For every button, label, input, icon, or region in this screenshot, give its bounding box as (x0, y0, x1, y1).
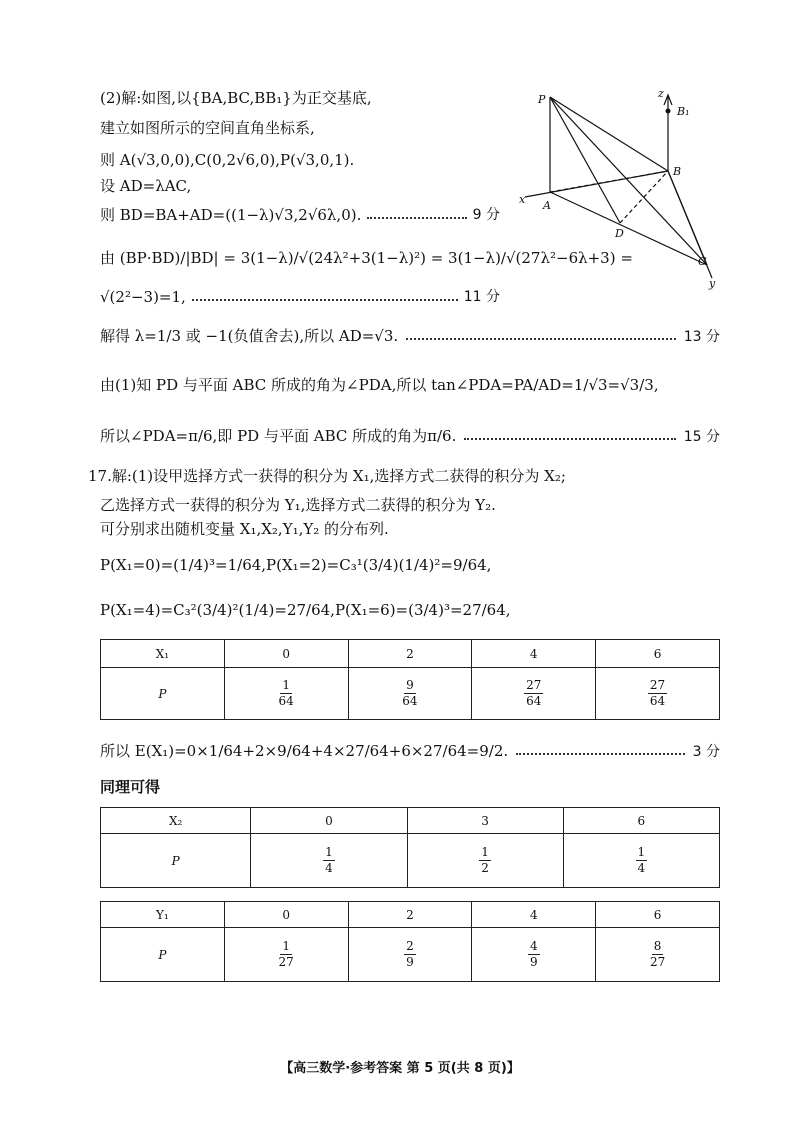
table-x1-prob (596, 668, 720, 720)
table-x1-value: 4 (472, 640, 596, 668)
denominator: 4 (637, 861, 646, 875)
label-z: z (658, 87, 664, 100)
table-x1-var: X₁ (101, 640, 225, 668)
table-x2 (100, 807, 720, 888)
point-B1 (666, 109, 671, 114)
table-y1-var: Y₁ (101, 902, 225, 928)
table-x1-prob (348, 668, 472, 720)
table-y1-value: 6 (596, 902, 720, 928)
q17-expectation (100, 740, 720, 761)
table-y1 (100, 901, 720, 982)
part2-line-7-text: √(2²−3)=1, (100, 288, 186, 306)
numerator: 1 (282, 939, 290, 953)
part2-line-8-text: 解得 λ=1/3 或 −1(负值舍去),所以 AD=√3. (100, 327, 399, 345)
p-label: P (171, 853, 180, 868)
numerator: 27 (526, 678, 542, 692)
label-P: P (538, 93, 546, 106)
table-y1-prob (472, 928, 596, 982)
p-label: P (158, 947, 167, 962)
part2-line-10-text: 所以∠PDA=π/6,即 PD 与平面 ABC 所成的角为π/6. (100, 427, 457, 445)
leader-dots (464, 432, 675, 440)
numerator: 9 (406, 678, 414, 692)
denominator: 64 (278, 694, 294, 708)
part2-line-5 (100, 205, 500, 225)
table-x2-var: X₂ (101, 808, 251, 834)
leader-dots (367, 211, 466, 219)
table-x2-p (101, 834, 251, 888)
expectation-text: 所以 E(X₁)=0×1/64+2×9/64+4×27/64+6×27/64=9/2. (100, 742, 509, 760)
table-x2-prob (407, 834, 563, 888)
part2-line-9: 由(1)知 PD 与平面 ABC 所成的角为∠PDA,所以 tan∠PDA=PA/AD=1/√3=√3/3, (100, 376, 659, 394)
leader-dots (406, 332, 676, 340)
label-y: y (709, 277, 716, 290)
score-11: 11 分 (463, 289, 500, 305)
part2-line-3: 则 A(√3,0,0),C(0,2√6,0),P(√3,0,1). (100, 151, 355, 169)
label-B: B (673, 165, 682, 178)
table-x1-value: 0 (224, 640, 348, 668)
part2-line-5-text: 则 BD=BA+AD=((1−λ)√3,2√6λ,0). (100, 206, 362, 224)
table-x2-prob (563, 834, 719, 888)
table-y1-prob (596, 928, 720, 982)
page-footer: 【高三数学·参考答案 第 5 页(共 8 页)】 (280, 1061, 520, 1076)
edge-BC (668, 171, 707, 265)
q17-line-5: P(X₁=4)=C₃²(3/4)²(1/4)=27/64,P(X₁=6)=(3/4)³=27/64, (100, 601, 511, 619)
table-y1-value: 4 (472, 902, 596, 928)
table-x1-prob (472, 668, 596, 720)
numerator: 1 (325, 845, 333, 859)
table-x2-prob (251, 834, 407, 888)
part2-line-4: 设 AD=λAC, (100, 177, 192, 195)
numerator: 27 (649, 678, 666, 692)
part2-line-7 (100, 287, 500, 307)
coordinate-figure (505, 85, 745, 295)
table-x2-value: 0 (251, 808, 407, 834)
numerator: 1 (637, 845, 646, 859)
numerator: 8 (653, 939, 662, 953)
score-13: 13 分 (683, 328, 720, 345)
label-A: A (543, 199, 551, 212)
table-y1-prob (348, 928, 472, 982)
edge-PC (550, 97, 707, 265)
p-label: P (158, 686, 167, 701)
table-y1-p (101, 928, 225, 982)
label-B1: B₁ (677, 105, 690, 118)
denominator: 64 (526, 694, 542, 708)
q17-line-1: 17.解:(1)设甲选择方式一获得的积分为 X₁,选择方式二获得的积分为 X₂; (88, 467, 566, 485)
part2-line-10 (100, 425, 720, 446)
score-15: 15 分 (683, 428, 720, 445)
part2-line-1: (2)解:如图,以{BA,BC,BB₁}为正交基底, (100, 89, 372, 107)
denominator: 9 (406, 955, 414, 969)
table-x1 (100, 639, 720, 720)
table-y1-value: 0 (224, 902, 348, 928)
part2-line-8 (100, 325, 720, 346)
denominator: 9 (529, 955, 538, 969)
table-x2-value: 3 (407, 808, 563, 834)
denominator: 64 (402, 694, 418, 708)
table-x1-prob (224, 668, 348, 720)
label-C: C (698, 255, 707, 268)
table-x1-value: 2 (348, 640, 472, 668)
edge-AC (550, 192, 707, 265)
numerator: 4 (529, 939, 538, 953)
numerator: 2 (406, 939, 414, 953)
part2-line-6: 由 (BP·BD)/|BD| = 3(1−λ)/√(24λ²+3(1−λ)²) = 3(1−λ)/√(27λ²−6λ+3) = (100, 249, 633, 267)
q17-line-4: P(X₁=0)=(1/4)³=1/64,P(X₁=2)=C₃¹(3/4)(1/4)²=9/64, (100, 556, 492, 574)
numerator: 1 (481, 845, 489, 859)
denominator: 27 (278, 955, 294, 969)
score-9: 9 分 (472, 207, 500, 223)
part2-line-2: 建立如图所示的空间直角坐标系, (100, 119, 315, 137)
label-D: D (615, 227, 624, 240)
denominator: 2 (481, 861, 489, 875)
score-3: 3 分 (692, 743, 720, 760)
tongli-text: 同理可得 (100, 778, 161, 796)
table-y1-value: 2 (348, 902, 472, 928)
q17-line-3: 可分别求出随机变量 X₁,X₂,Y₁,Y₂ 的分布列. (100, 520, 389, 538)
label-x: x (519, 193, 526, 206)
table-x1-value: 6 (596, 640, 720, 668)
table-y1-prob (224, 928, 348, 982)
denominator: 64 (649, 694, 666, 708)
leader-dots (516, 747, 685, 755)
leader-dots (192, 293, 458, 301)
numerator: 1 (282, 678, 290, 692)
table-x1-p (101, 668, 225, 720)
denominator: 4 (325, 861, 333, 875)
q17-line-2: 乙选择方式一获得的积分为 Y₁,选择方式二获得的积分为 Y₂. (100, 496, 496, 514)
edge-AB (550, 171, 668, 192)
denominator: 27 (649, 955, 666, 969)
table-x2-value: 6 (563, 808, 719, 834)
